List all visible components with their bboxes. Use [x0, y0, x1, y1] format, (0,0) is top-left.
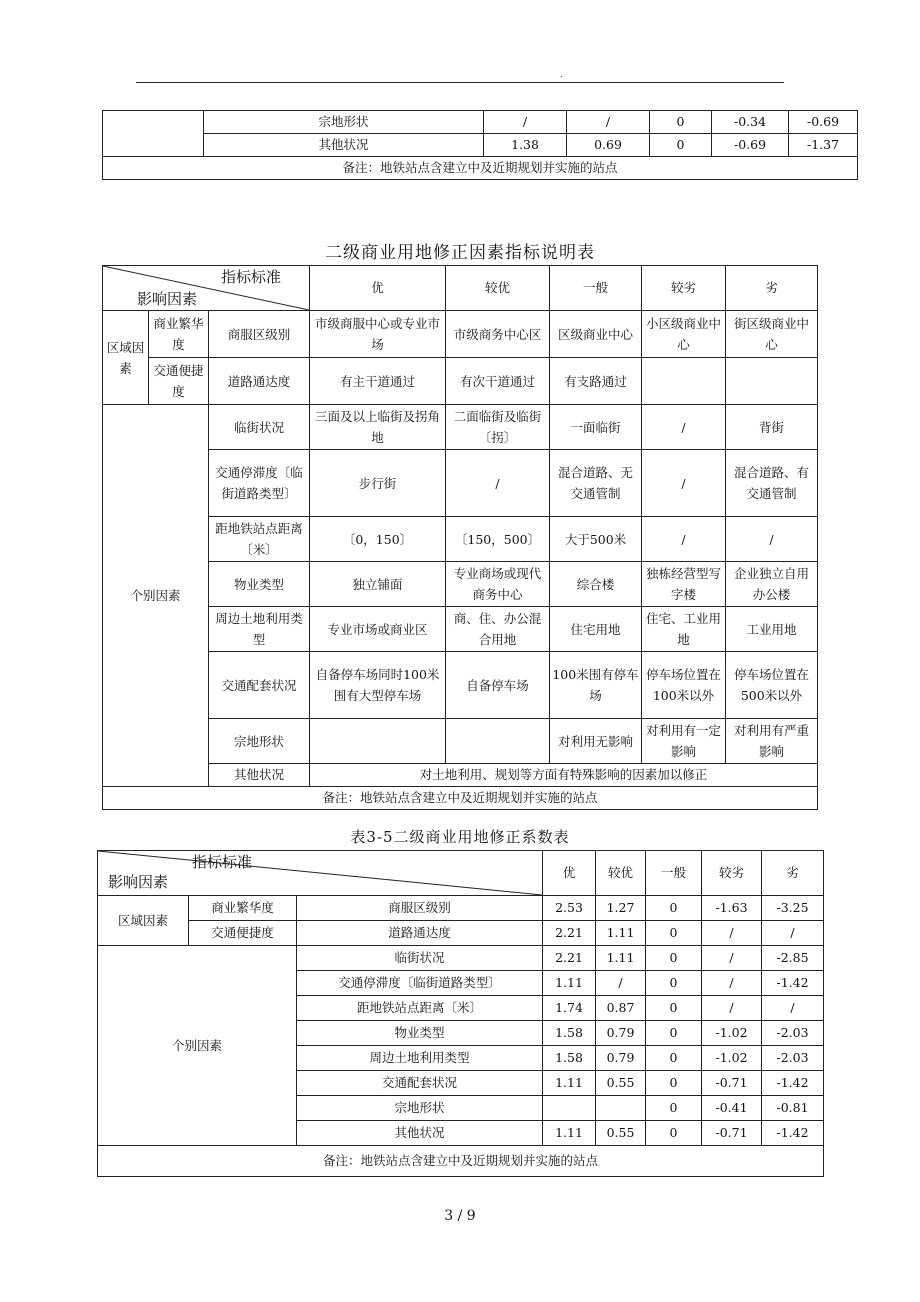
- value-cell: 0: [646, 996, 702, 1021]
- table-row: [98, 896, 824, 921]
- item-label: 交通配套状况: [209, 652, 310, 719]
- value-cell: -0.34: [712, 111, 789, 134]
- value-cell: 停车场位置在100米以外: [642, 652, 726, 719]
- item-label: 物业类型: [297, 1021, 543, 1046]
- value-cell: 0.55: [596, 1121, 646, 1146]
- diagonal-header: [103, 266, 310, 311]
- value-cell: -1.42: [762, 1121, 824, 1146]
- value-cell: 对利用有严重影响: [726, 719, 818, 764]
- value-cell: 有支路通过: [550, 358, 642, 405]
- value-cell: 0.55: [596, 1071, 646, 1096]
- item-label: 宗地形状: [209, 719, 310, 764]
- value-cell: 0: [646, 1046, 702, 1071]
- table-row: [103, 111, 858, 134]
- value-cell: 背街: [726, 405, 818, 450]
- item-label: 临街状况: [297, 946, 543, 971]
- value-cell: -0.71: [702, 1071, 762, 1096]
- value-cell: 1.58: [543, 1021, 596, 1046]
- sub-factor: 商业繁华度: [149, 311, 209, 358]
- value-cell: 对土地利用、规划等方面有特殊影响的因素加以修正: [310, 764, 818, 787]
- table-row: [103, 134, 858, 157]
- table-row: [103, 607, 818, 652]
- table-row: [98, 921, 824, 946]
- note-row: [103, 787, 818, 810]
- value-cell: -0.69: [712, 134, 789, 157]
- value-cell: /: [702, 971, 762, 996]
- table-row: [103, 358, 818, 405]
- table-title-coefficient: 表3-5二级商业用地修正系数表: [350, 828, 570, 846]
- table-row: [98, 946, 824, 971]
- value-cell: 2.21: [543, 921, 596, 946]
- note-row: [103, 157, 858, 180]
- item-label: 距地铁站点距离〔米〕: [209, 517, 310, 562]
- column-header: 较优: [596, 851, 646, 896]
- value-cell: /: [762, 921, 824, 946]
- value-cell: 0.69: [567, 134, 650, 157]
- header-factor-label: 影响因素: [137, 290, 198, 308]
- group-cell: 区域因素: [103, 311, 149, 405]
- table-row: [103, 311, 818, 358]
- column-header: 劣: [726, 266, 818, 311]
- value-cell: 企业独立自用办公楼: [726, 562, 818, 607]
- header-row: [103, 266, 818, 311]
- value-cell: 对利用有一定影响: [642, 719, 726, 764]
- item-label: 周边土地利用类型: [209, 607, 310, 652]
- value-cell: -2.03: [762, 1046, 824, 1071]
- sub-factor: 商业繁华度: [189, 896, 297, 921]
- value-cell: 住宅用地: [550, 607, 642, 652]
- table-title-indicator-description: 二级商业用地修正因素指标说明表: [325, 243, 595, 263]
- coefficient-table-continued: [102, 110, 858, 180]
- value-cell: -0.69: [789, 111, 858, 134]
- value-cell: -0.81: [762, 1096, 824, 1121]
- value-cell: 住宅、工业用地: [642, 607, 726, 652]
- value-cell: 商、住、办公混合用地: [446, 607, 550, 652]
- value-cell: [596, 1096, 646, 1121]
- item-label: 道路通达度: [297, 921, 543, 946]
- column-header: 较优: [446, 266, 550, 311]
- page-header-mark: .: [560, 70, 563, 79]
- table-note: 备注：地铁站点含建立中及近期规划并实施的站点: [103, 787, 818, 810]
- value-cell: 1.27: [596, 896, 646, 921]
- value-cell: -2.85: [762, 946, 824, 971]
- table-row: [103, 517, 818, 562]
- value-cell: -0.41: [702, 1096, 762, 1121]
- value-cell: /: [702, 921, 762, 946]
- header-indicator-label: 指标标准: [221, 268, 282, 286]
- column-header: 劣: [762, 851, 824, 896]
- value-cell: 三面及以上临街及拐角地: [310, 405, 446, 450]
- value-cell: -0.71: [702, 1121, 762, 1146]
- value-cell: 独栋经营型写字楼: [642, 562, 726, 607]
- value-cell: -1.42: [762, 1071, 824, 1096]
- value-cell: 2.53: [543, 896, 596, 921]
- value-cell: 1.11: [543, 1121, 596, 1146]
- value-cell: 0: [650, 134, 712, 157]
- page-header-rule: [136, 82, 784, 83]
- value-cell: 0: [646, 1121, 702, 1146]
- group-cell: [103, 111, 204, 157]
- value-cell: 一面临街: [550, 405, 642, 450]
- value-cell: 0: [646, 946, 702, 971]
- group-cell: 个别因素: [98, 946, 297, 1146]
- value-cell: 市级商服中心或专业市场: [310, 311, 446, 358]
- value-cell: /: [596, 971, 646, 996]
- value-cell: [543, 1096, 596, 1121]
- value-cell: 工业用地: [726, 607, 818, 652]
- value-cell: 二面临街及临街〔拐〕: [446, 405, 550, 450]
- value-cell: 1.11: [543, 1071, 596, 1096]
- value-cell: 自备停车场: [446, 652, 550, 719]
- item-label: 交通停滞度〔临街道路类型〕: [209, 450, 310, 517]
- item-label: 宗地形状: [297, 1096, 543, 1121]
- value-cell: -1.02: [702, 1021, 762, 1046]
- item-label: 宗地形状: [204, 111, 484, 134]
- item-label: 交通配套状况: [297, 1071, 543, 1096]
- value-cell: /: [762, 996, 824, 1021]
- item-label: 物业类型: [209, 562, 310, 607]
- column-header: 较劣: [702, 851, 762, 896]
- value-cell: 2.21: [543, 946, 596, 971]
- value-cell: 0: [646, 1021, 702, 1046]
- value-cell: /: [642, 517, 726, 562]
- value-cell: 区级商业中心: [550, 311, 642, 358]
- value-cell: -3.25: [762, 896, 824, 921]
- value-cell: 市级商务中心区: [446, 311, 550, 358]
- table-row: [103, 652, 818, 719]
- value-cell: -1.42: [762, 971, 824, 996]
- value-cell: 专业商场或现代商务中心: [446, 562, 550, 607]
- item-label: 周边土地利用类型: [297, 1046, 543, 1071]
- value-cell: 有次干道通过: [446, 358, 550, 405]
- value-cell: 0: [646, 1071, 702, 1096]
- value-cell: [726, 358, 818, 405]
- value-cell: /: [726, 517, 818, 562]
- value-cell: 0: [646, 921, 702, 946]
- page-number: 3 / 9: [444, 1208, 476, 1224]
- indicator-description-table: [102, 265, 818, 810]
- value-cell: 停车场位置在500米以外: [726, 652, 818, 719]
- item-label: 距地铁站点距离〔米〕: [297, 996, 543, 1021]
- value-cell: 0: [650, 111, 712, 134]
- item-label: 其他状况: [297, 1121, 543, 1146]
- value-cell: [310, 719, 446, 764]
- value-cell: 混合道路、无交通管制: [550, 450, 642, 517]
- note-row: [98, 1146, 824, 1177]
- value-cell: 100米围有停车场: [550, 652, 642, 719]
- value-cell: 专业市场或商业区: [310, 607, 446, 652]
- value-cell: 1.11: [543, 971, 596, 996]
- diagonal-header: [98, 851, 543, 896]
- column-header: 优: [310, 266, 446, 311]
- value-cell: 自备停车场同时100米围有大型停车场: [310, 652, 446, 719]
- item-label: 道路通达度: [209, 358, 310, 405]
- value-cell: /: [642, 405, 726, 450]
- value-cell: [642, 358, 726, 405]
- value-cell: -1.37: [789, 134, 858, 157]
- header-factor-label: 影响因素: [108, 873, 169, 891]
- value-cell: [446, 719, 550, 764]
- header-indicator-label: 指标标准: [192, 853, 253, 871]
- table-row: [103, 764, 818, 787]
- value-cell: 〔0，150〕: [310, 517, 446, 562]
- value-cell: -2.03: [762, 1021, 824, 1046]
- header-row: [98, 851, 824, 896]
- value-cell: 小区级商业中心: [642, 311, 726, 358]
- item-label: 交通停滞度〔临街道路类型〕: [297, 971, 543, 996]
- value-cell: 大于500米: [550, 517, 642, 562]
- value-cell: 0.79: [596, 1021, 646, 1046]
- coefficient-table: [97, 850, 824, 1177]
- value-cell: 0.79: [596, 1046, 646, 1071]
- value-cell: /: [642, 450, 726, 517]
- value-cell: -1.02: [702, 1046, 762, 1071]
- item-label: 商服区级别: [209, 311, 310, 358]
- table-row: [103, 562, 818, 607]
- column-header: 一般: [550, 266, 642, 311]
- value-cell: /: [484, 111, 567, 134]
- table-note: 备注：地铁站点含建立中及近期规划并实施的站点: [103, 157, 858, 180]
- table-row: [103, 719, 818, 764]
- value-cell: 〔150，500〕: [446, 517, 550, 562]
- value-cell: 街区级商业中心: [726, 311, 818, 358]
- value-cell: 有主干道通过: [310, 358, 446, 405]
- value-cell: 对利用无影响: [550, 719, 642, 764]
- item-label: 商服区级别: [297, 896, 543, 921]
- item-label: 其他状况: [204, 134, 484, 157]
- value-cell: 步行街: [310, 450, 446, 517]
- group-cell: 区域因素: [98, 896, 189, 946]
- item-label: 临街状况: [209, 405, 310, 450]
- value-cell: 1.11: [596, 946, 646, 971]
- value-cell: 混合道路、有交通管制: [726, 450, 818, 517]
- group-cell: 个别因素: [103, 405, 209, 787]
- item-label: 其他状况: [209, 764, 310, 787]
- value-cell: /: [446, 450, 550, 517]
- table-row: [103, 405, 818, 450]
- value-cell: 0: [646, 896, 702, 921]
- value-cell: 1.38: [484, 134, 567, 157]
- value-cell: 1.58: [543, 1046, 596, 1071]
- table-note: 备注：地铁站点含建立中及近期规划并实施的站点: [98, 1146, 824, 1177]
- table-row: [103, 450, 818, 517]
- value-cell: 0: [646, 1096, 702, 1121]
- value-cell: 独立铺面: [310, 562, 446, 607]
- value-cell: 综合楼: [550, 562, 642, 607]
- column-header: 较劣: [642, 266, 726, 311]
- column-header: 优: [543, 851, 596, 896]
- column-header: 一般: [646, 851, 702, 896]
- sub-factor: 交通便捷度: [189, 921, 297, 946]
- value-cell: 0.87: [596, 996, 646, 1021]
- value-cell: -1.63: [702, 896, 762, 921]
- sub-factor: 交通便捷度: [149, 358, 209, 405]
- value-cell: /: [702, 946, 762, 971]
- value-cell: 0: [646, 971, 702, 996]
- value-cell: 1.11: [596, 921, 646, 946]
- value-cell: /: [702, 996, 762, 1021]
- value-cell: /: [567, 111, 650, 134]
- value-cell: 1.74: [543, 996, 596, 1021]
